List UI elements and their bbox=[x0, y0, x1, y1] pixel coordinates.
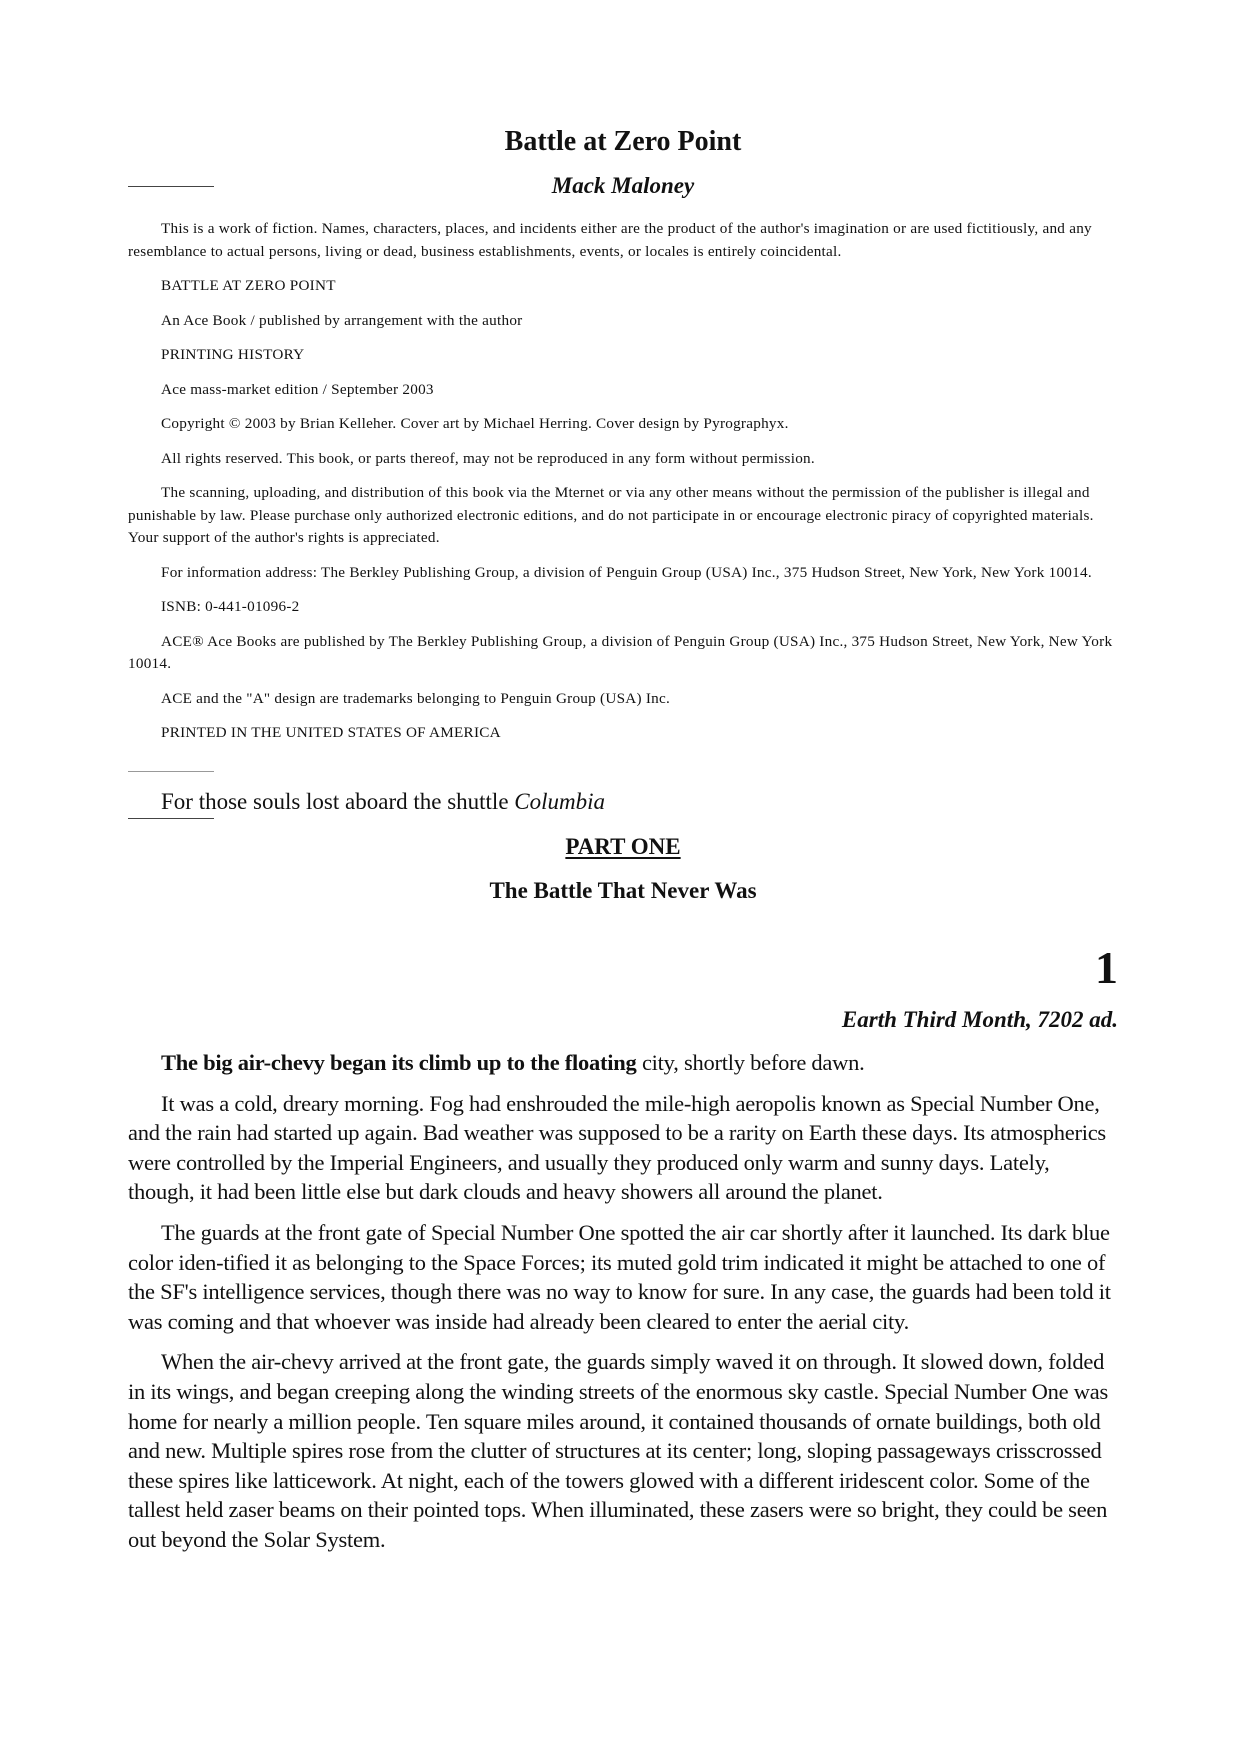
copyright-paragraph: The scanning, uploading, and distribution of this book via the Mternet or via any other means without the permission of the publisher is illegal and punishable by law. Please purchase only authorized electronic editions, and do not participate in or encourage electronic piracy of copyrighted materials. Your support of the author's rights is appreciated. bbox=[128, 484, 1094, 546]
copyright-paragraph: BATTLE AT ZERO POINT bbox=[161, 277, 336, 294]
dedication-text: For those souls lost aboard the shuttle bbox=[161, 789, 515, 814]
book-author: Mack Maloney bbox=[551, 173, 695, 198]
divider-rule bbox=[128, 771, 214, 772]
copyright-paragraph: Copyright © 2003 by Brian Kelleher. Cover art by Michael Herring. Cover design by Pyrographyx. bbox=[161, 415, 789, 432]
divider-rule bbox=[128, 818, 214, 819]
dedication bbox=[161, 786, 605, 818]
copyright-paragraph: ISNB: 0-441-01096-2 bbox=[161, 598, 300, 615]
chapter-number: 1 bbox=[1095, 942, 1118, 993]
copyright-paragraph: For information address: The Berkley Publishing Group, a division of Penguin Group (USA) Inc., 375 Hudson Street, New York, New York 10014. bbox=[161, 563, 1092, 581]
body-paragraph bbox=[128, 1048, 1118, 1078]
copyright-paragraph: PRINTED IN THE UNITED STATES OF AMERICA bbox=[161, 724, 501, 741]
body-paragraph: The guards at the front gate of Special Number One spotted the air car shortly after it launched. Its dark blue color iden-tified it as belonging to the Space Forces; its muted gold trim indicated it might be attached to one of the SF's intelligence services, though there was no way to know for sure. In any case, the guards had been told it was coming and that whoever was inside had already been cleared to enter the aerial city. bbox=[128, 1219, 1111, 1334]
copyright-paragraph: PRINTING HISTORY bbox=[161, 346, 305, 363]
body-paragraph: It was a cold, dreary morning. Fog had enshrouded the mile-high aeropolis known as Special Number One, and the rain had started up again. Bad weather was supposed to be a rarity on Earth these days. Its atmospherics were controlled by the Imperial Engineers, and usually they produced only warm and sunny days. Lately, though, it had been little else but dark clouds and heavy showers all around the planet. bbox=[128, 1090, 1106, 1205]
lead-in-text: The big air-chevy began its climb up to the floating bbox=[161, 1050, 637, 1075]
body-paragraph: When the air-chevy arrived at the front gate, the guards simply waved it on through. It slowed down, folded in its wings, and began creeping along the winding streets of the enormous sky castle. Special Number One was home for nearly a million people. Ten square miles around, it contained thousands of ornate buildings, both old and new. Multiple spires rose from the clutter of structures at its center; long, sloping passageways crisscrossed these spires like latticework. At night, each of the towers glowed with a different iridescent color. Some of the tallest held zaser beams on their pointed tops. When illuminated, these zasers were so bright, they could be seen out beyond the Solar System. bbox=[128, 1349, 1109, 1552]
copyright-section bbox=[128, 218, 1118, 757]
book-title: Battle at Zero Point bbox=[504, 126, 742, 157]
copyright-paragraph: ACE® Ace Books are published by The Berkley Publishing Group, a division of Penguin Group (USA) Inc., 375 Hudson Street, New York, New York 10014. bbox=[128, 632, 1113, 672]
copyright-paragraph: ACE and the "A" design are trademarks belonging to Penguin Group (USA) Inc. bbox=[161, 689, 671, 707]
divider-rule bbox=[128, 186, 214, 187]
copyright-paragraph: Ace mass-market edition / September 2003 bbox=[161, 380, 434, 398]
copyright-paragraph: An Ace Book / published by arrangement with the author bbox=[161, 311, 523, 329]
part-heading-text: PART ONE bbox=[565, 834, 681, 859]
copyright-paragraph: All rights reserved. This book, or parts thereof, may not be reproduced in any form without permission. bbox=[161, 449, 815, 467]
copyright-paragraph: This is a work of fiction. Names, characters, places, and incidents either are the product of the author's imagination or are used fictitiously, and any resemblance to actual persons, living or dead, business establishments, events, or locales is entirely coincidental. bbox=[128, 220, 1092, 260]
lead-rest-text: city, shortly before dawn. bbox=[636, 1050, 865, 1075]
part-heading bbox=[128, 831, 1118, 863]
dedication-emphasis: Columbia bbox=[514, 789, 606, 814]
part-subtitle: The Battle That Never Was bbox=[489, 878, 757, 903]
chapter-body bbox=[128, 1048, 1118, 1566]
chapter-dateline: Earth Third Month, 7202 ad. bbox=[841, 1007, 1118, 1032]
